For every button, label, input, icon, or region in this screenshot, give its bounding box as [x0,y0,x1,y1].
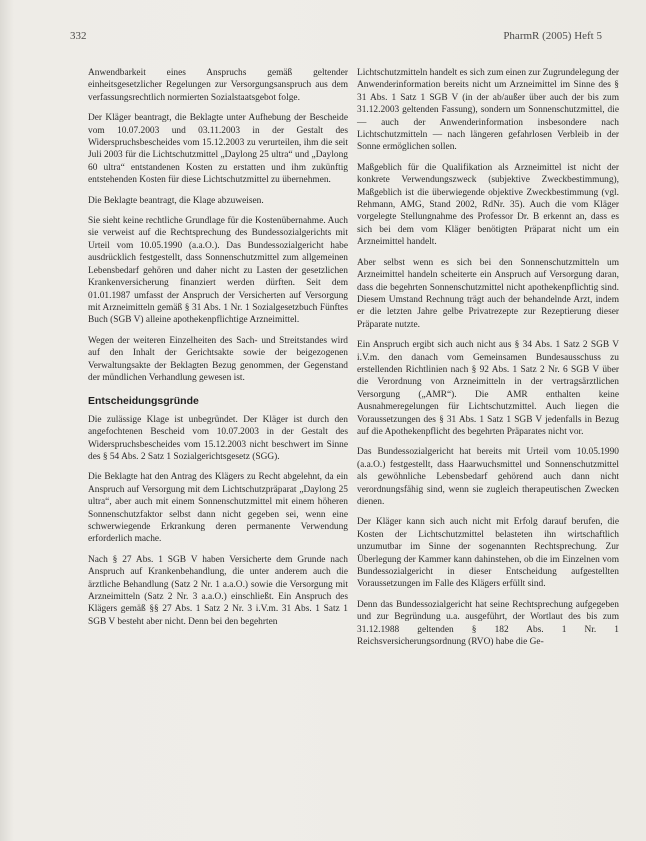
page-number: 332 [70,30,87,42]
paragraph: Der Kläger beantragt, die Beklagte unter Aufhebung der Bescheide vom 10.07.2003 und 03.11.2003 in der Gestalt des Widerspruchsbescheides vom 15.12.2003 zu verurteilen, ihm die seit Juli 2003 für die Lichtschutzmittel „Daylong 25 ultra“ und „Daylong 60 ultra“ entstandenen Kosten zu erstatten und ihm zukünftig entstehenden Kosten für diese Lichtschutzmittel zu übernehmen. [88,113,348,186]
paragraph: Wegen der weiteren Einzelheiten des Sach- und Streitstandes wird auf den Inhalt der Gerichtsakte sowie der beigezogenen Verwaltungsakte der Beklagten Bezug genommen, der Gegenstand der mündlichen Verhandlung gewesen ist. [88,335,348,383]
right-column [357,67,619,656]
paragraph: Nach § 27 Abs. 1 SGB V haben Versicherte dem Grunde nach Anspruch auf Krankenbehandlung, die unter anderem auch die ärztliche Behandlung (Satz 2 Nr. 1 a.a.O.) sowie die Versorgung mit Arzneimitteln (Satz 2 Nr. 3 a.a.O.) einschließt. Ein Anspruch des Klägers gemäß §§ 27 Abs. 1 Satz 2 Nr. 3 i.V.m. 31 Abs. 1 Satz 1 SGB V besteht aber nicht. Denn bei den begehrten [88,554,348,627]
paragraph: Die Beklagte beantragt, die Klage abzuweisen. [88,195,264,206]
paragraph: Maßgeblich für die Qualifikation als Arzneimittel ist nicht der konkrete Verwendungszweck (subjektive Zweckbestimmung), Maßgeblich ist die überwiegende objektive Zweckbestimmung (vgl. Rehmann, AMG, Stand 2002, RdNr. 35). Auch die vom Kläger vorgelegte Stellungnahme des Professor Dr. B erkennt an, dass es sich bei dem vom Kläger benötigten Präparat nicht um ein Arzneimittel handelt. [357,162,619,248]
section-heading: Entscheidungsgründe [88,395,199,408]
paragraph: Anwendbarkeit eines Anspruchs gemäß geltender einheitsgesetzlicher Regelungen zur Versorgungsanspruch aus dem verfassungsrechtlich normierten Sozialstaatsgebot folge. [88,68,348,103]
paragraph: Lichtschutzmitteln handelt es sich zum einen zur Zugrundelegung der Anwenderinformation bereits nicht um Arzneimittel im Sinne des § 31 Abs. 1 Satz 1 SGB V (in der ab/außer über auch der bis zum 31.12.2003 geltenden Fassung), sondern um Sonnenschutzmittel, die — auch der Anwenderinformation insbesondere nach Lichtschutzmitteln — nach längeren gefahrlosen Verbleib in der Sonne ermöglichen sollen. [357,68,619,153]
paragraph: Die Beklagte hat den Antrag des Klägers zu Recht abgelehnt, da ein Anspruch auf Versorgung mit dem Lichtschutzpräparat „Daylong 25 ultra“, aber auch mit einem Sonnenschutzmittel mit einem höheren Sonnenschutzfaktor selbst dann nicht gegeben sei, wenn eine schwerwiegende Erkrankung deren permanente Verwendung erforderlich mache. [88,472,348,545]
paragraph: Der Kläger kann sich auch nicht mit Erfolg darauf berufen, die Kosten der Lichtschutzmittel belasteten ihn wirtschaftlich unzumutbar im Sinne der sogenannten Rechtsprechung. Zur Überlegung der Kammer kann dahinstehen, ob die im Einzelnen vom Bundessozialgericht in dieser Entscheidung aufgestellten Voraussetzungen im Falle des Klägers erfüllt sind. [357,517,619,590]
paragraph: Denn das Bundessozialgericht hat seine Rechtsprechung aufgegeben und zur Begründung u.a. ausgeführt, der Wortlaut des bis zum 31.12.1988 geltenden § 182 Abs. 1 Nr. 1 Reichsversicherungsordnung (RVO) habe die Ge- [357,599,619,648]
paragraph: Die zulässige Klage ist unbegründet. Der Kläger ist durch den angefochtenen Bescheid vom 10.07.2003 in der Gestalt des Widerspruchsbescheides vom 15.12.2003 nicht beschwert im Sinne des § 54 Abs. 2 Satz 1 Sozialgerichtsgesetz (SGG). [88,414,348,462]
page-header [70,30,602,46]
paragraph: Sie sieht keine rechtliche Grundlage für die Kostenübernahme. Auch sie verweist auf die Rechtsprechung des Bundessozialgerichts mit Urteil vom 10.05.1990 (a.a.O.). Das Bundessozialgericht habe ausdrücklich festgestellt, dass Sonnenschutzmittel zum allgemeinen Lebensbedarf gehören und daher nicht zu Lasten der gesetzlichen Krankenversicherung finanziert werden dürften. Seit dem 01.01.1987 umfasst der Anspruch der Versicherten auf Versorgung mit Arzneimitteln gemäß § 31 Abs. 1 Nr. 1 Sozialgesetzbuch Fünftes Buch (SGB V) alleine apothekenpflichtige Arzneimittel. [88,216,348,326]
journal-reference: PharmR (2005) Heft 5 [503,30,602,42]
paragraph: Das Bundessozialgericht hat bereits mit Urteil vom 10.05.1990 (a.a.O.) festgestellt, dass Haarwuchsmittel und Sonnenschutzmittel als gewöhnliche Lebensbedarf gehörend auch dann nicht verordnungsfähig sind, wenn sie zugleich therapeutischen Zwecken dienen. [357,447,619,507]
paragraph: Aber selbst wenn es sich bei den Sonnenschutzmitteln um Arzneimittel handeln scheiterte ein Anspruch auf Versorgung daran, dass die begehrten Sonnenschutzmittel nicht apothekenpflichtig sind. Diesem Umstand Rechnung trägt auch der behandelnde Arzt, indem er die letzten Jahre gelbe Privatrezepte zur Rezeptierung dieser Präparate nutzte. [357,257,619,330]
paragraph: Ein Anspruch ergibt sich auch nicht aus § 34 Abs. 1 Satz 2 SGB V i.V.m. den danach vom Gemeinsamen Bundesausschuss zu erstellenden Richtlinien nach § 92 Abs. 1 Satz 2 Nr. 6 SGB V über die Verordnung von Arzneimitteln in der vertragsärztlichen Versorgung („AMR“). Die AMR enthalten keine Ausnahmeregelungen für Lichtschutzmittel. Auch liegen die Voraussetzungen des § 31 Abs. 1 Satz 1 SGB V jedenfalls in Bezug auf die Apothekenpflicht des begehrten Präparates nicht vor. [357,340,619,437]
left-column [88,67,348,636]
